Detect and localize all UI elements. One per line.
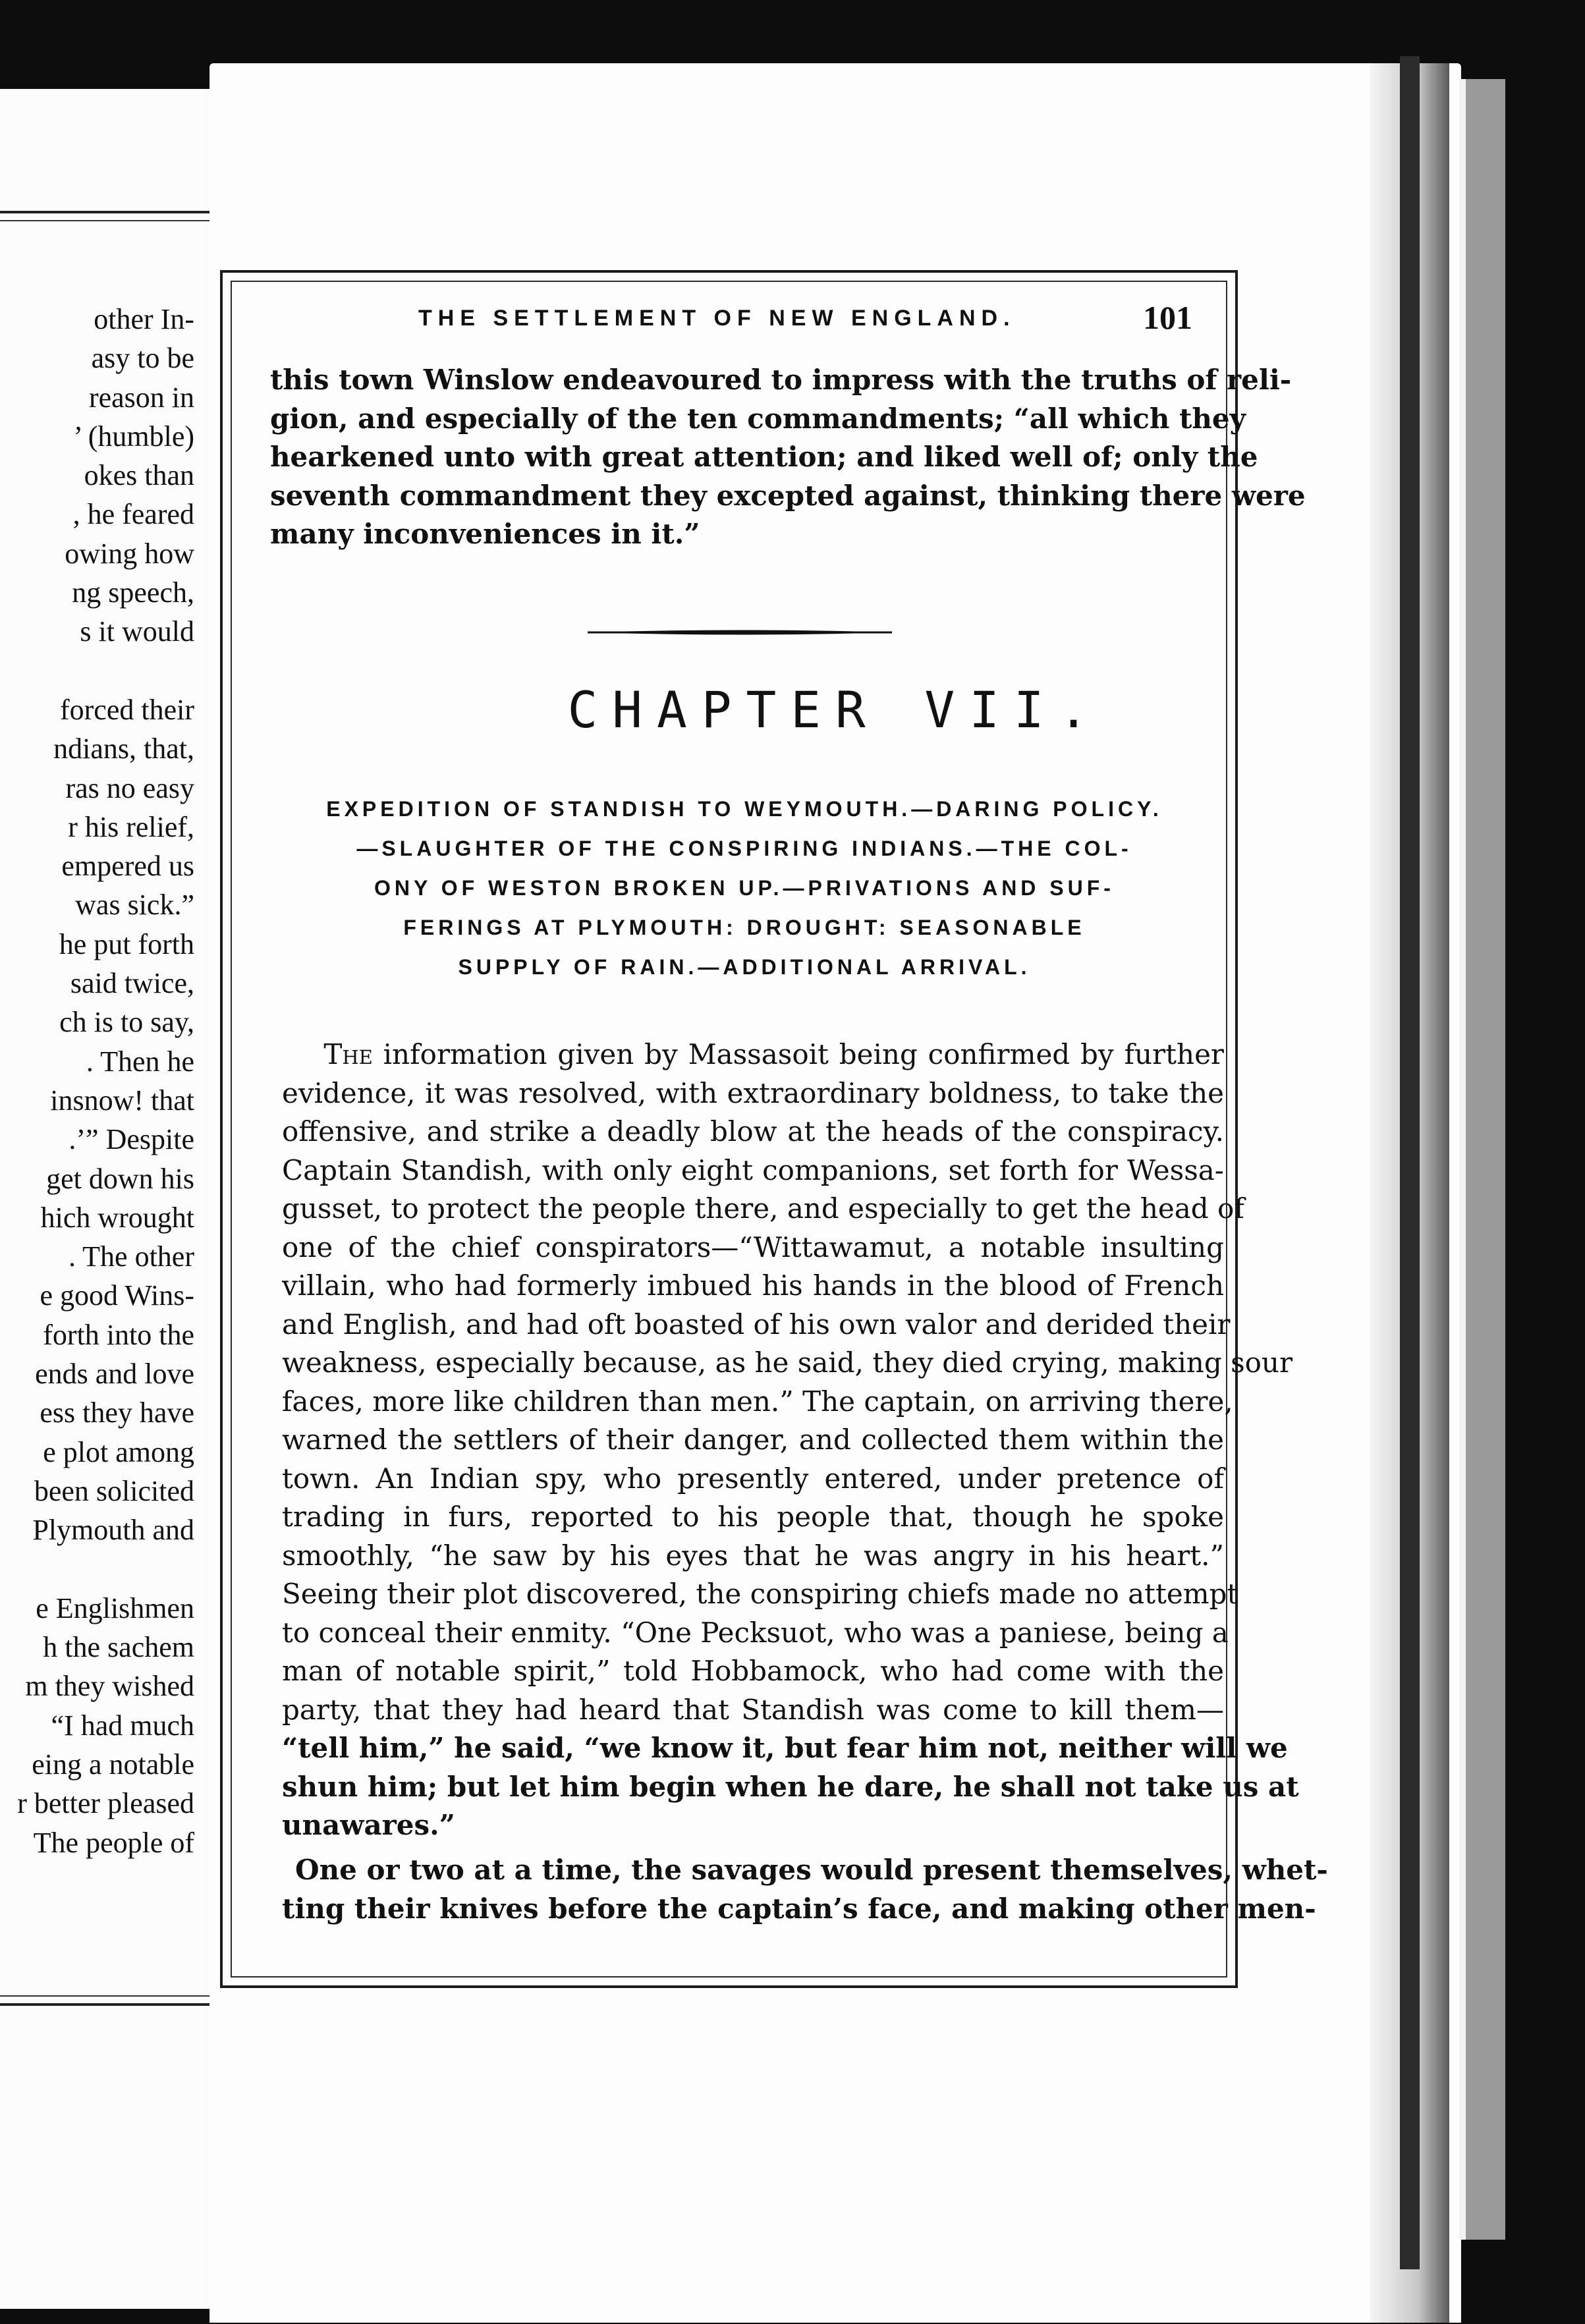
previous-page-line: “I had much (51, 1709, 194, 1742)
page-edge (1459, 79, 1505, 2240)
summary-line: EXPEDITION OF STANDISH TO WEYMOUTH.—DARING POLICY. (326, 797, 1163, 821)
previous-page-line: okes than (84, 459, 194, 492)
previous-page-line: e good Wins- (40, 1279, 194, 1312)
previous-page-line: s it would (80, 615, 194, 648)
chapter-title: CHAPTER VII. (567, 680, 1103, 739)
previous-page-line: ends and love (35, 1358, 194, 1391)
text-line: “tell him,” he said, “we know it, but fear him not, neither will we (282, 1732, 1288, 1764)
text-line: villain, who had formerly imbued his hands in the blood of French (282, 1269, 1224, 1302)
previous-page-line: other In- (94, 303, 194, 335)
text-line: hearkened unto with great attention; and liked well of; only the (270, 441, 1258, 473)
text-line: man of notable spirit,” told Hobbamock, who had come with the (282, 1655, 1224, 1687)
text-line: party, that they had heard that Standish was come to kill them— (282, 1693, 1224, 1726)
chapter-summary (270, 789, 1219, 987)
previous-page-line: . The other (68, 1240, 194, 1273)
previous-page-line: ess they have (40, 1397, 194, 1429)
text-line: town. An Indian spy, who presently entered, under pretence of (282, 1462, 1224, 1495)
running-head: THE SETTLEMENT OF NEW ENGLAND. (418, 306, 1016, 331)
previous-page-line: he put forth (59, 927, 194, 960)
previous-page-line: m they wished (25, 1670, 194, 1703)
text-line: seventh commandment they excepted against, thinking there were (270, 479, 1306, 512)
text-line: smoothly, “he saw by his eyes that he was angry in his heart.” (282, 1539, 1224, 1572)
previous-page-line: was sick.” (75, 889, 194, 922)
previous-page-line: ’ (humble) (73, 420, 194, 453)
previous-page-line: . Then he (86, 1045, 194, 1078)
summary-line: ONY OF WESTON BROKEN UP.—PRIVATIONS AND SUF- (374, 876, 1115, 900)
previous-page-line: owing how (65, 537, 194, 570)
previous-page-line: r better pleased (17, 1787, 194, 1820)
text-line: and English, and had oft boasted of his own valor and derided their (282, 1308, 1231, 1341)
text-line: Seeing their plot discovered, the conspiring chiefs made no attempt (282, 1578, 1238, 1610)
text-line (282, 1036, 1224, 1074)
previous-page-line: h the sachem (43, 1631, 194, 1664)
opening-paragraph (270, 361, 1306, 554)
body-paragraph (282, 1036, 1299, 1845)
previous-page-line (0, 1550, 194, 1589)
previous-page-line: empered us (61, 850, 194, 883)
previous-page-line: ndians, that, (53, 733, 194, 765)
previous-page-line: .’” Despite (69, 1123, 194, 1156)
summary-line: SUPPLY OF RAIN.—ADDITIONAL ARRIVAL. (458, 955, 1031, 979)
text-line: ting their knives before the captain’s face, and making other men- (282, 1892, 1316, 1925)
previous-page-line: ng speech, (72, 576, 194, 609)
text-line: evidence, it was resolved, with extraordinary boldness, to take the (282, 1076, 1224, 1109)
previous-page-line: Plymouth and (32, 1514, 194, 1547)
previous-page-line: get down his (46, 1162, 194, 1195)
drop-word: The (323, 1038, 373, 1070)
previous-page-line: ch is to say, (59, 1006, 194, 1039)
continuing-paragraph (282, 1851, 1328, 1928)
previous-page-line: been solicited (34, 1474, 194, 1507)
previous-page-line: r his relief, (68, 810, 194, 843)
previous-page-line: The people of (33, 1826, 194, 1859)
text-line-rest: information given by Massasoit being confirmed by further (372, 1038, 1224, 1070)
text-line: shun him; but let him begin when he dare, he shall not take us at (282, 1770, 1299, 1803)
book-spine (1400, 56, 1420, 2269)
text-line: trading in furs, reported to his people that, though he spoke (282, 1501, 1224, 1533)
text-line: warned the settlers of their danger, and collected them within the (282, 1424, 1224, 1456)
text-line: to conceal their enmity. “One Pecksuot, who was a paniese, being a (282, 1616, 1229, 1649)
previous-page-line: e plot among (43, 1435, 194, 1468)
previous-page-line: said twice, (70, 967, 194, 1000)
text-line: One or two at a time, the savages would present themselves, whet- (295, 1854, 1328, 1886)
text-line: offensive, and strike a deadly blow at the heads of the conspiracy. (282, 1115, 1224, 1148)
summary-line: FERINGS AT PLYMOUTH: DROUGHT: SEASONABLE (403, 916, 1086, 939)
page-number: 101 (1143, 299, 1192, 336)
previous-page-text (0, 300, 194, 1862)
text-line: faces, more like children than men.” The captain, on arriving there, (282, 1385, 1233, 1418)
text-line: gion, and especially of the ten commandments; “all which they (270, 402, 1246, 435)
previous-page-line: eing a notable (32, 1748, 194, 1781)
previous-page-line: insnow! that (50, 1084, 194, 1117)
previous-page-line: reason in (88, 381, 194, 414)
text-line: weakness, especially because, as he said, they died crying, making sour (282, 1346, 1293, 1379)
previous-page-line: forth into the (43, 1318, 194, 1351)
previous-page-line: hich wrought (40, 1201, 194, 1234)
text-line: gusset, to protect the people there, and especially to get the head of (282, 1192, 1244, 1225)
previous-page-line: forced their (60, 693, 194, 726)
summary-line: —SLAUGHTER OF THE CONSPIRING INDIANS.—THE COL- (356, 837, 1132, 860)
previous-page-line: ras no easy (65, 771, 194, 804)
previous-page-line: , he feared (72, 498, 194, 531)
previous-page-line: asy to be (91, 342, 194, 375)
text-line: one of the chief conspirators—“Wittawamut, a notable insulting (282, 1231, 1224, 1263)
previous-page-line: e Englishmen (36, 1591, 194, 1624)
ornamental-divider (588, 628, 892, 637)
text-line: unawares.” (282, 1809, 455, 1841)
text-line: many inconveniences in it.” (270, 518, 700, 550)
text-line: Captain Standish, with only eight companions, set forth for Wessa- (282, 1153, 1224, 1186)
text-line: this town Winslow endeavoured to impress with the truths of reli- (270, 364, 1292, 396)
